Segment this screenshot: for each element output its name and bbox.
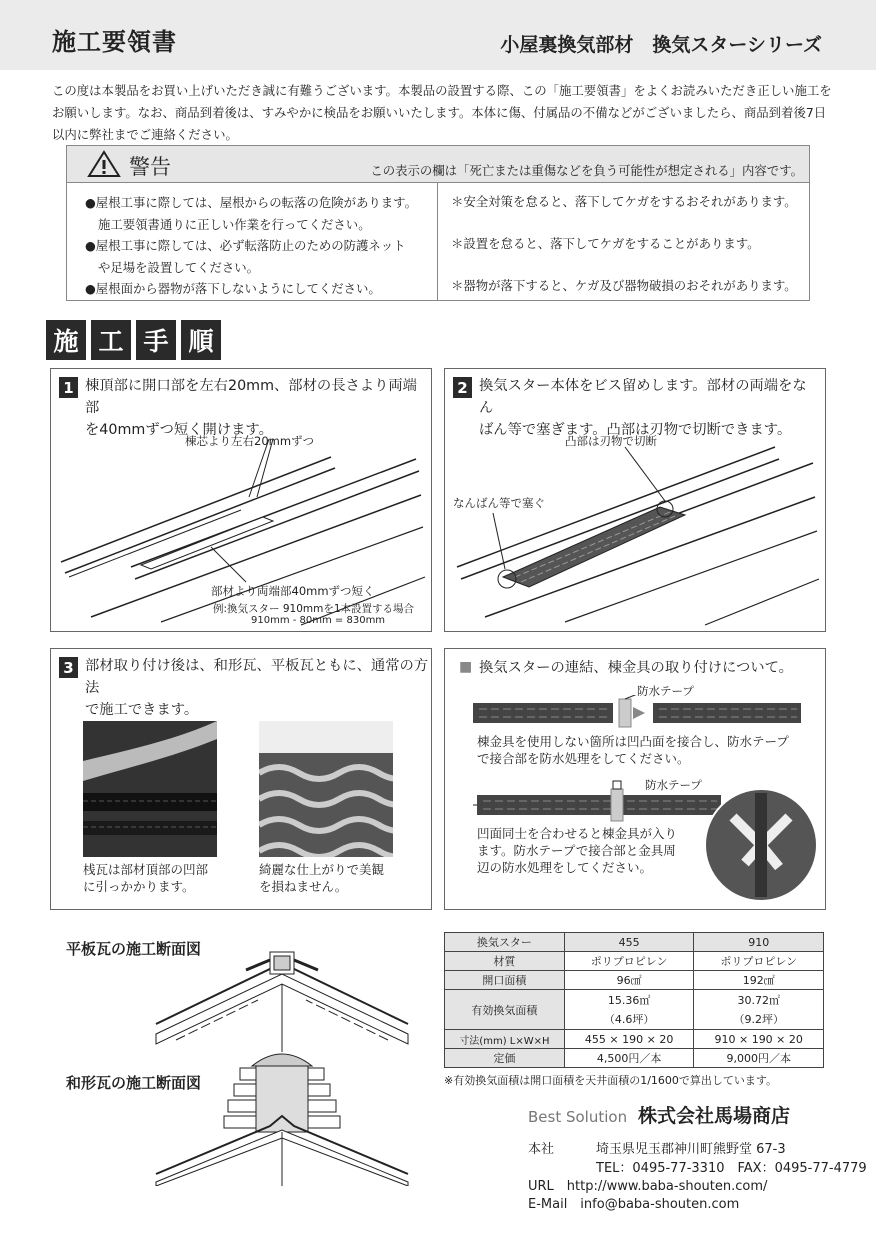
section-title-char: 工 bbox=[91, 320, 131, 360]
instruction-line: ます。防水テープで接合部と金具周 bbox=[477, 843, 676, 858]
spec-cell: ポリプロピレン bbox=[694, 952, 824, 971]
instruction-line: で接合部を防水処理をしてください。 bbox=[477, 751, 690, 766]
step-2-label-left: なんばん等で塞ぐ bbox=[453, 496, 545, 510]
caption-line: 綺麗な仕上がりで美観 bbox=[259, 862, 385, 877]
warning-line: ●屋根工事に際しては、屋根からの転落の危険があります。 bbox=[85, 195, 417, 210]
warning-triangle-icon bbox=[87, 150, 121, 178]
warning-consequence: ＊器物が落下すると、ケガ及び器物破損のおそれがあります。 bbox=[451, 278, 797, 293]
japanese-tile-cross-section bbox=[146, 1046, 426, 1186]
warning-line: ●屋根面から器物が落下しないようにしてください。 bbox=[85, 281, 381, 296]
instruction-line: 棟金具を使用しない箇所は凹凸面を接合し、防水テープ bbox=[477, 734, 789, 749]
step-text-line: 換気スター本体をビス留めします。部材の両端をなん bbox=[479, 378, 807, 416]
caption-line: を損ねません。 bbox=[259, 879, 348, 894]
warning-line: 施工要領書通りに正しい作業を行ってください。 bbox=[98, 216, 371, 232]
step-text-line: ばん等で塞ぎます。凸部は刃物で切断できます。 bbox=[479, 422, 792, 438]
joint-diagram-1 bbox=[473, 695, 803, 729]
spec-header: 455 bbox=[564, 933, 694, 952]
step-text-line: を40mmずつ短く開けます。 bbox=[85, 422, 273, 438]
step-2-panel bbox=[444, 368, 826, 632]
company-url[interactable]: URL http://www.baba-shouten.com/ bbox=[528, 1179, 768, 1194]
section-title-char: 施 bbox=[46, 320, 86, 360]
joint-instructions-1 bbox=[477, 733, 789, 767]
company-tagline: Best Solution bbox=[528, 1108, 628, 1126]
warning-line: や足場を設置してください。 bbox=[98, 259, 260, 275]
instruction-line: 凹面同士を合わせると棟金具が入り bbox=[477, 826, 678, 841]
section-title-char: 手 bbox=[136, 320, 176, 360]
warning-divider bbox=[437, 183, 438, 300]
ridge-fitting-photo bbox=[703, 787, 823, 905]
hq-label: 本社 bbox=[528, 1142, 555, 1157]
step-3-text bbox=[85, 655, 429, 721]
tape-label-2: 防水テープ bbox=[645, 778, 702, 792]
spec-cell: 30.72㎡ bbox=[694, 990, 824, 1010]
company-name: 株式会社馬場商店 bbox=[638, 1105, 791, 1127]
warning-left-list bbox=[85, 192, 435, 300]
step-1-formula: 910mm - 80mm = 830mm bbox=[251, 615, 386, 626]
spec-cell: （9.2坪） bbox=[694, 1010, 824, 1030]
joint-instructions-2 bbox=[477, 825, 677, 876]
spec-note: ※有効換気面積は開口面積を天井面積の1/1600で算出しています。 bbox=[444, 1074, 778, 1087]
step-3-panel bbox=[50, 648, 432, 910]
spec-cell: 192㎠ bbox=[694, 971, 824, 990]
photo-finished-roof bbox=[259, 721, 393, 857]
photo-2-caption bbox=[259, 861, 384, 895]
step-1-label-top: 棟芯より左右20mmずつ bbox=[185, 434, 315, 448]
step-number: 2 bbox=[453, 377, 472, 398]
japanese-tile-section-title: 和形瓦の施工断面図 bbox=[66, 1074, 202, 1092]
company-phone: TEL：0495-77-3310 FAX：0495-77-4779 bbox=[596, 1161, 867, 1176]
photo-installed-vent bbox=[83, 721, 217, 857]
step-text-line: で施工できます。 bbox=[85, 702, 199, 718]
joint-diagram-2 bbox=[473, 777, 723, 831]
spec-label: 有効換気面積 bbox=[445, 990, 565, 1030]
spec-cell: 910 × 190 × 20 bbox=[694, 1030, 824, 1049]
warning-consequence: ＊設置を怠ると、落下してケガをすることがあります。 bbox=[451, 236, 760, 251]
warning-line: ●屋根工事に際しては、必ず転落防止のための防護ネット bbox=[85, 238, 406, 253]
spec-cell: 9,000円／本 bbox=[694, 1049, 824, 1068]
tape-label-1: 防水テープ bbox=[637, 684, 694, 698]
spec-cell: 96㎠ bbox=[564, 971, 694, 990]
instruction-line: 辺の防水処理をしてください。 bbox=[477, 860, 653, 875]
step-1-label-bottom: 部材より両端部40mmずつ短く bbox=[211, 584, 375, 598]
caption-line: に引っかかります。 bbox=[83, 879, 195, 894]
step-number: 3 bbox=[59, 657, 78, 678]
step-1-example: 例:換気スター 910mmを1本設置する場合 bbox=[213, 603, 415, 615]
spec-cell: ポリプロピレン bbox=[564, 952, 694, 971]
page-title: 施工要領書 bbox=[52, 28, 177, 56]
warning-consequence: ＊安全対策を怠ると、落下してケガをするおそれがあります。 bbox=[451, 194, 797, 209]
spec-label: 材質 bbox=[445, 952, 565, 971]
spec-cell: 15.36㎡ bbox=[564, 990, 694, 1010]
spec-label: 定価 bbox=[445, 1049, 565, 1068]
flat-tile-cross-section bbox=[146, 942, 426, 1054]
step-1-panel bbox=[50, 368, 432, 632]
spec-table bbox=[444, 932, 824, 1068]
warning-note: この表示の欄は「死亡または重傷などを負う可能性が想定される」内容です。 bbox=[370, 163, 803, 178]
spec-header: 910 bbox=[694, 933, 824, 952]
warning-box bbox=[66, 145, 810, 301]
spec-label: 開口面積 bbox=[445, 971, 565, 990]
section-title-char: 順 bbox=[181, 320, 221, 360]
page-subtitle: 小屋裏換気部材 換気スターシリーズ bbox=[500, 34, 822, 56]
step-text-line: 棟頂部に開口部を左右20mm、部材の長さより両端部 bbox=[85, 378, 417, 416]
company-email[interactable]: E-Mail info@baba-shouten.com bbox=[528, 1197, 740, 1212]
flat-tile-section-title: 平板瓦の施工断面図 bbox=[66, 940, 202, 958]
company-address: 埼玉県児玉郡神川町熊野堂 67-3 bbox=[596, 1142, 786, 1157]
square-marker-icon: ■ bbox=[459, 659, 473, 675]
spec-cell: （4.6坪） bbox=[564, 1010, 694, 1030]
warning-title: 警告 bbox=[129, 155, 171, 179]
spec-cell: 4,500円／本 bbox=[564, 1049, 694, 1068]
vent-installation-illustration bbox=[445, 427, 823, 627]
connection-title: 換気スターの連結、棟金具の取り付けについて。 bbox=[479, 660, 793, 676]
photo-1-caption bbox=[83, 861, 208, 895]
spec-cell: 455 × 190 × 20 bbox=[564, 1030, 694, 1049]
step-2-label-top: 凸部は刃物で切断 bbox=[565, 434, 657, 448]
step-text-line: 部材取り付け後は、和形瓦、平板瓦ともに、通常の方法 bbox=[85, 658, 429, 696]
spec-header: 換気スター bbox=[445, 933, 565, 952]
intro-text: この度は本製品をお買い上げいただき誠に有難うございます。本製品の設置する際、この「施工要領書」をよくお読みいただき正しい施工をお願いします。なお、商品到着後は、すみやかに検品をお願いいたします。本体に傷、付属品の不備などがございましたら、商品到着後7日以内に弊社までご連絡ください。 bbox=[52, 83, 832, 142]
step-number: 1 bbox=[59, 377, 78, 398]
caption-line: 桟瓦は部材頂部の凹部 bbox=[83, 862, 209, 877]
spec-label: 寸法(mm) L×W×H bbox=[445, 1030, 565, 1049]
connection-panel bbox=[444, 648, 826, 910]
